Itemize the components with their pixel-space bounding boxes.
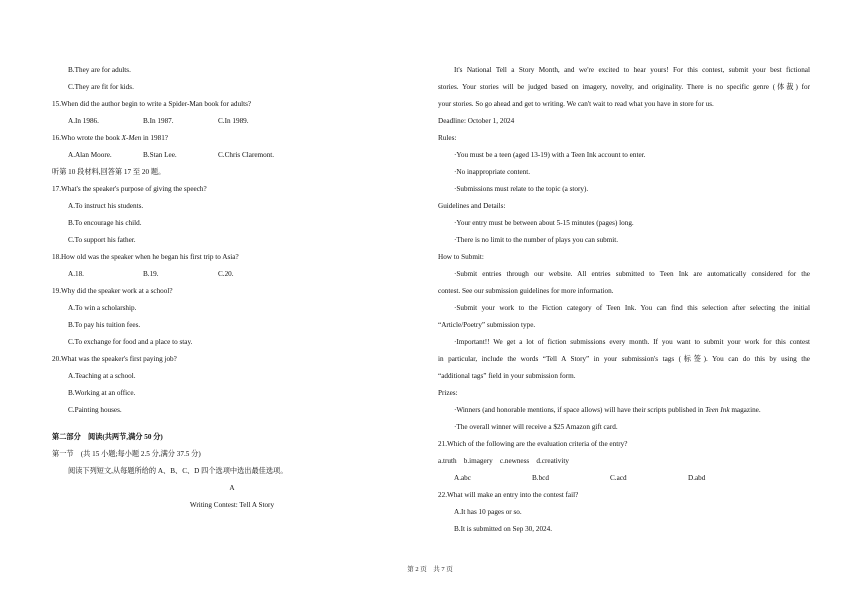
- q14-option-b: B.They are for adults.: [68, 66, 131, 74]
- intro-line-3: your stories. So go ahead and get to writing. We can't wait to read what you have in store for us.: [438, 100, 714, 108]
- q16-stem-pre: 16.Who wrote the book: [52, 134, 122, 142]
- q22-option-a: A.It has 10 pages or so.: [454, 508, 522, 516]
- q20-option-c: C.Painting houses.: [68, 406, 122, 414]
- q19-stem: 19.Why did the speaker work at a school?: [52, 287, 173, 295]
- submit-1-line-b: contest. See our submission guidelines for more information.: [438, 287, 614, 295]
- q16-option-a: A.Alan Moore.: [68, 151, 112, 159]
- q19-option-b: B.To pay his tuition fees.: [68, 321, 141, 329]
- q21-option-c: C.acd: [610, 474, 627, 482]
- q16-stem-title: X-Men: [121, 134, 142, 142]
- guideline-2: ·There is no limit to the number of plays you can submit.: [454, 236, 619, 244]
- q21-stem: 21.Which of the following are the evaluation criteria of the entry?: [438, 440, 628, 448]
- rule-3: ·Submissions must relate to the topic (a story).: [454, 185, 589, 193]
- q15-option-c: C.In 1989.: [218, 117, 249, 125]
- q15-option-b: B.In 1987.: [143, 117, 174, 125]
- q19-option-a: A.To win a scholarship.: [68, 304, 137, 312]
- page-number-footer: 第 2 页 共 7 页: [407, 566, 453, 573]
- q18-option-c: C.20.: [218, 270, 234, 278]
- part2-title: 第二部分 阅读(共两节,满分 50 分): [52, 433, 163, 441]
- rule-1: ·You must be a teen (aged 13-19) with a Teen Ink account to enter.: [454, 151, 646, 159]
- submit-3-line-c: “additional tags” field in your submission form.: [438, 372, 576, 380]
- q15-stem: 15.When did the author begin to write a Spider-Man book for adults?: [52, 100, 252, 108]
- q20-option-a: A.Teaching at a school.: [68, 372, 136, 380]
- q17-option-a: A.To instruct his students.: [68, 202, 144, 210]
- prize-1-post: magazine.: [729, 406, 761, 414]
- q17-option-c: C.To support his father.: [68, 236, 136, 244]
- passage-letter: A: [229, 484, 235, 492]
- q17-stem: 17.What's the speaker's purpose of giving the speech?: [52, 185, 207, 193]
- guidelines-heading: Guidelines and Details:: [438, 202, 506, 210]
- q18-option-b: B.19.: [143, 270, 159, 278]
- prizes-heading: Prizes:: [438, 389, 458, 397]
- q21-option-b: B.bcd: [532, 474, 549, 482]
- q21-option-a: A.abc: [454, 474, 471, 482]
- submit-2-line-a: ·Submit your work to the Fiction category of Teen Ink. You can find this selection after selecting the initial: [454, 304, 810, 312]
- q16-option-b: B.Stan Lee.: [143, 151, 177, 159]
- left-column: [52, 62, 412, 514]
- submit-1-line-a: ·Submit entries through our website. All entries submitted to Teen Ink are automatically considered for the: [454, 270, 810, 278]
- q15-options: [52, 113, 412, 130]
- submit-3-line-a: ·Important!! We get a lot of fiction submissions every month. If you want to submit your work for this contest: [454, 338, 810, 346]
- q22-stem: 22.What will make an entry into the contest fail?: [438, 491, 579, 499]
- intro-line-1: It's National Tell a Story Month, and we're excited to hear yours! For this contest, submit your best fictional: [454, 66, 810, 74]
- q16-stem: [52, 130, 412, 147]
- submit-3-line-b: in particular, include the words “Tell A Story” in your submission's tags (标签). You can do this by using the: [438, 355, 810, 363]
- prize-1: [438, 402, 810, 419]
- prize-1-pre: ·Winners (and honorable mentions, if space allows) will have their scripts published in: [454, 406, 706, 414]
- q21-choices: a.truth b.imagery c.newness d.creativity: [438, 457, 569, 465]
- submit-heading: How to Submit:: [438, 253, 484, 261]
- rule-2: ·No inappropriate content.: [454, 168, 531, 176]
- q14-option-c: C.They are fit for kids.: [68, 83, 134, 91]
- q16-options: [52, 147, 412, 164]
- q21-option-d: D.abd: [688, 474, 706, 482]
- passage-title: Writing Contest: Tell A Story: [189, 501, 275, 509]
- q21-options: [438, 470, 810, 487]
- q18-options: [52, 266, 412, 283]
- q16-option-c: C.Chris Claremont.: [218, 151, 275, 159]
- intro-line-2: stories. Your stories will be judged based on imagery, novelty, and originality. There is no specific genre (体裁) for: [438, 83, 810, 91]
- deadline: Deadline: October 1, 2024: [438, 117, 515, 125]
- right-column: [438, 62, 810, 538]
- guideline-1: ·Your entry must be between about 5-15 minutes (pages) long.: [454, 219, 634, 227]
- prize-1-magazine: Teen Ink: [705, 406, 730, 414]
- rules-heading: Rules:: [438, 134, 457, 142]
- q15-option-a: A.In 1986.: [68, 117, 99, 125]
- q20-option-b: B.Working at an office.: [68, 389, 136, 397]
- q19-option-c: C.To exchange for food and a place to stay.: [68, 338, 193, 346]
- section1-heading: 第一节 (共 15 小题;每小题 2.5 分,满分 37.5 分): [52, 450, 201, 458]
- q18-option-a: A.18.: [68, 270, 84, 278]
- q20-stem: 20.What was the speaker's first paying job?: [52, 355, 177, 363]
- submit-2-line-b: “Article/Poetry” submission type.: [438, 321, 536, 329]
- listening-instruction-10: 听第 10 段材料,回答第 17 至 20 题。: [52, 168, 166, 176]
- prize-2: ·The overall winner will receive a $25 Amazon gift card.: [454, 423, 618, 431]
- q17-option-b: B.To encourage his child.: [68, 219, 142, 227]
- section1-instruction: 阅读下列短文,从每题所给的 A、B、C、D 四个选项中选出最佳选项。: [68, 467, 288, 475]
- q22-option-b: B.It is submitted on Sep 30, 2024.: [454, 525, 553, 533]
- q18-stem: 18.How old was the speaker when he began his first trip to Asia?: [52, 253, 239, 261]
- q16-stem-post: in 1981?: [141, 134, 168, 142]
